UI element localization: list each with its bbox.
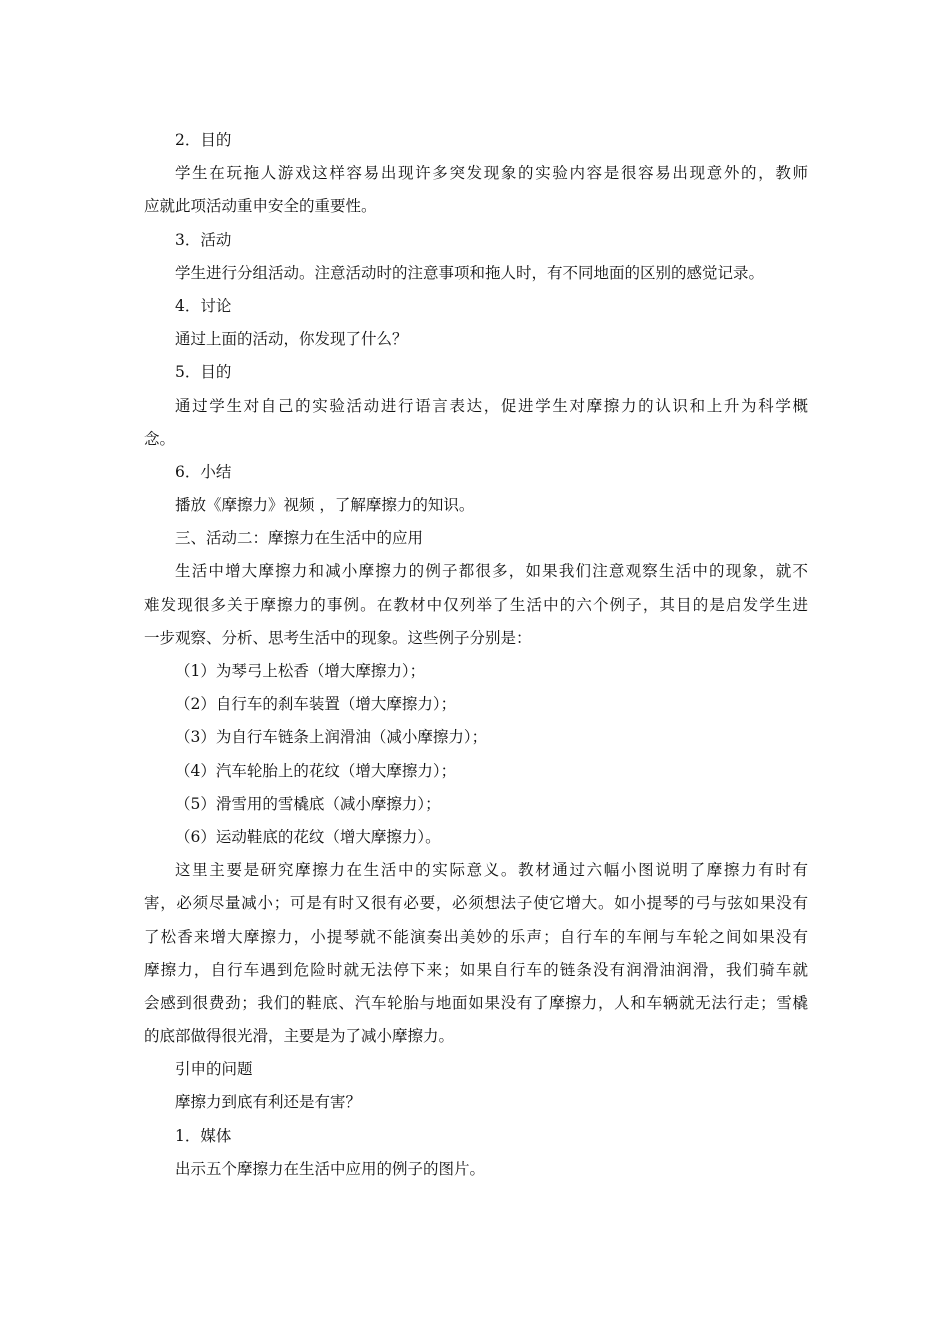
list-item: （2）自行车的刹车装置（增大摩擦力）；	[175, 695, 457, 714]
section-heading-activity-two: 三、活动二：摩擦力在生活中的应用	[175, 529, 424, 548]
heading-summary-6: 6．小结	[175, 462, 232, 481]
list-item: （4）汽车轮胎上的花纹（增大摩擦力）；	[175, 761, 457, 780]
paragraph-line: 的底部做得很光滑，主要是为了减小摩擦力。	[144, 1027, 455, 1046]
paragraph-line: 这里主要是研究摩擦力在生活中的实际意义。教材通过六幅小图说明了摩擦力有时有	[175, 861, 808, 880]
paragraph-line: 生活中增大摩擦力和减小摩擦力的例子都很多，如果我们注意观察生活中的现象，就不	[175, 562, 808, 581]
heading-media-1: 1．媒体	[175, 1126, 232, 1145]
paragraph-line: 害，必须尽量减小；可是有时又很有必要，必须想法子使它增大。如小提琴的弓与弦如果没有	[144, 894, 808, 913]
paragraph-line: 会感到很费劲；我们的鞋底、汽车轮胎与地面如果没有了摩擦力，人和车辆就无法行走；雪橇	[144, 993, 808, 1012]
heading-extended-question: 引申的问题	[175, 1060, 253, 1079]
paragraph-line: 念。	[144, 429, 176, 448]
paragraph-line: 学生进行分组活动。注意活动时的注意事项和拖人时，有不同地面的区别的感觉记录。	[175, 263, 765, 282]
paragraph-line: 一步观察、分析、思考生活中的现象。这些例子分别是：	[144, 628, 532, 647]
paragraph-line: 应就此项活动重申安全的重要性。	[144, 197, 377, 216]
heading-purpose-5: 5．目的	[175, 363, 232, 382]
list-item: （1）为琴弓上松香（增大摩擦力）；	[175, 662, 426, 680]
heading-purpose-2: 2．目的	[175, 131, 232, 149]
paragraph-line: 播放《摩擦力》视频 ，了解摩擦力的知识。	[175, 496, 475, 515]
document-body	[144, 124, 808, 1186]
paragraph-line: 通过上面的活动，你发现了什么？	[175, 330, 408, 349]
list-item: （6）运动鞋底的花纹（增大摩擦力）。	[175, 827, 441, 846]
paragraph-line: 出示五个摩擦力在生活中应用的例子的图片。	[175, 1159, 486, 1178]
heading-discussion-4: 4．讨论	[175, 296, 232, 315]
paragraph-line: 摩擦力，自行车遇到危险时就无法停下来；如果自行车的链条没有润滑油润滑，我们骑车就	[144, 960, 808, 979]
list-item: （5）滑雪用的雪橇底（减小摩擦力）；	[175, 794, 441, 813]
paragraph-line: 学生在玩拖人游戏这样容易出现许多突发现象的实验内容是很容易出现意外的，教师	[175, 164, 808, 183]
paragraph-line: 了松香来增大摩擦力，小提琴就不能演奏出美妙的乐声；自行车的车闸与车轮之间如果没有	[144, 927, 808, 946]
list-item: （3）为自行车链条上润滑油（减小摩擦力）；	[175, 728, 488, 747]
paragraph-line: 摩擦力到底有利还是有害？	[175, 1093, 362, 1112]
paragraph-line: 难发现很多关于摩擦力的事例。在教材中仅列举了生活中的六个例子，其目的是启发学生进	[144, 595, 808, 614]
heading-activity-3: 3．活动	[175, 230, 232, 249]
paragraph-line: 通过学生对自己的实验活动进行语言表达，促进学生对摩擦力的认识和上升为科学概	[175, 396, 808, 415]
